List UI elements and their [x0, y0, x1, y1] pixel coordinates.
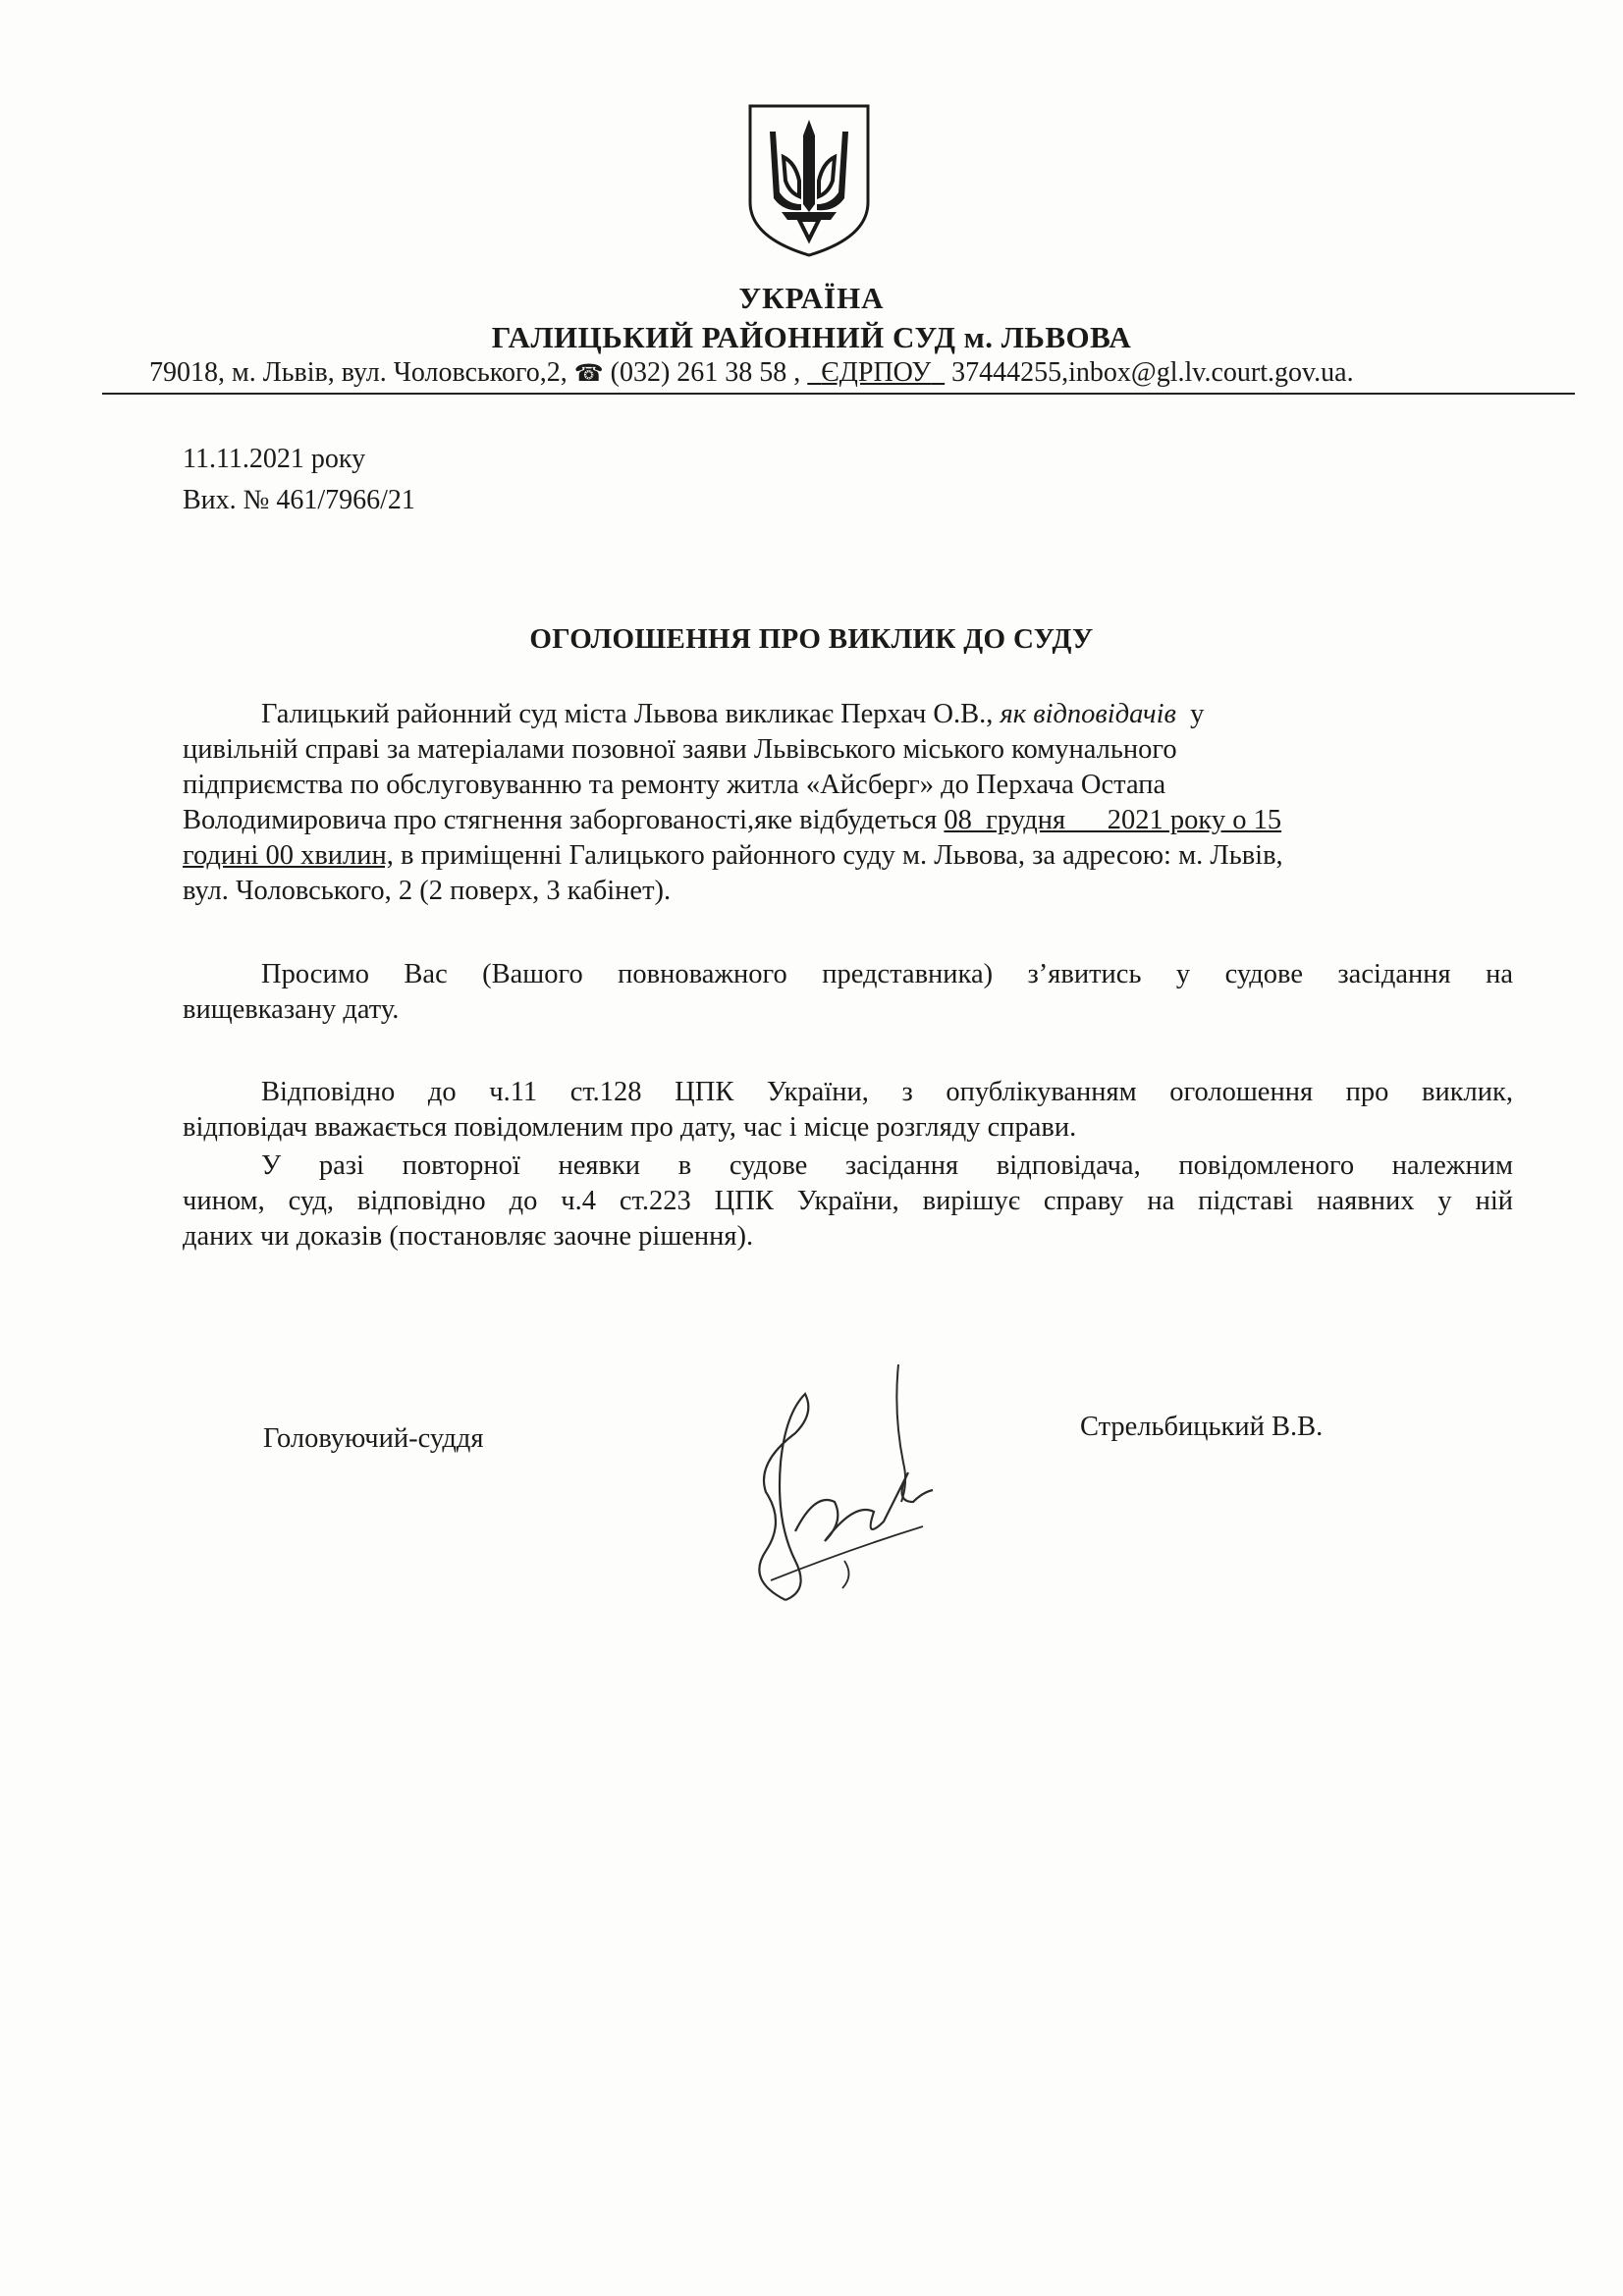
- court-phone: (032) 261 38 58 ,: [610, 357, 801, 388]
- paragraph-line: чином, суд, відповідно до ч.4 ст.223 ЦПК України, вирішує справу на підставі наявних у ній: [183, 1186, 1513, 1216]
- hearing-time: годині 00 хвилин,: [183, 840, 394, 871]
- paragraph-line: Просимо Вас (Вашого повноважного представника) з’явитись у судове засідання на: [261, 959, 1513, 989]
- paragraph-legal-basis: [183, 1075, 1513, 1146]
- signatory-name: Стрельбицький В.В.: [1080, 1412, 1324, 1442]
- hearing-date: 08 грудня 2021 року о 15: [944, 805, 1282, 835]
- paragraph-line: цивільній справі за матеріалами позовної заяви Львівського міського комунального: [183, 734, 1177, 765]
- document-date: 11.11.2021 року: [183, 444, 366, 474]
- paragraph-line: вул. Чоловського, 2 (2 поверх, 3 кабінет).: [183, 876, 672, 906]
- handwritten-signature: [727, 1355, 952, 1610]
- court-contact-line: [149, 357, 1563, 389]
- paragraph-line: Галицький районний суд міста Львова викликає Перхач О.В., як відповідачів у: [261, 699, 1205, 729]
- header-court-name: ГАЛИЦЬКИЙ РАЙОННИЙ СУД м. ЛЬВОВА: [491, 320, 1132, 354]
- telephone-icon: ☎: [573, 361, 604, 387]
- document-title: ОГОЛОШЕННЯ ПРО ВИКЛИК ДО СУДУ: [529, 623, 1094, 655]
- paragraph-summons: [183, 697, 1513, 909]
- edrpou-and-email: 37444255,inbox@gl.lv.court.gov.ua.: [951, 357, 1354, 388]
- paragraph-default-judgment: [183, 1148, 1513, 1255]
- paragraph-line: підприємства по обслуговуванню та ремонту житла «Айсберг» до Перхача Остапа: [183, 770, 1166, 800]
- header-divider: [102, 393, 1575, 395]
- paragraph-line: даних чи доказів (постановляє заочне рішення).: [183, 1221, 754, 1252]
- italic-role: як відповідачів: [1000, 699, 1176, 729]
- paragraph-line: годині 00 хвилин, в приміщенні Галицького районного суду м. Львова, за адресою: м. Львів,: [183, 840, 1283, 871]
- signatory-role: Головуючий-суддя: [263, 1423, 484, 1454]
- header-country: УКРАЇНА: [738, 281, 885, 315]
- paragraph-line: У разі повторної неявки в судове засідання відповідача, повідомленого належним: [261, 1150, 1513, 1181]
- trident-emblem-icon: [744, 102, 874, 259]
- edrpou-label: ЄДРПОУ: [821, 357, 932, 388]
- paragraph-request: [183, 957, 1513, 1028]
- paragraph-line: вищевказану дату.: [183, 994, 400, 1025]
- paragraph-line: відповідач вважається повідомленим про дату, час і місце розгляду справи.: [183, 1112, 1077, 1143]
- outgoing-number: Вих. № 461/7966/21: [183, 485, 415, 515]
- paragraph-line: Володимировича про стягнення заборгованості,яке відбудеться 08 грудня 2021 року о 15: [183, 805, 1282, 835]
- paragraph-line: Відповідно до ч.11 ст.128 ЦПК України, з опублікуванням оголошення про виклик,: [261, 1077, 1513, 1107]
- court-address: 79018, м. Львів, вул. Чоловського,2,: [149, 357, 568, 388]
